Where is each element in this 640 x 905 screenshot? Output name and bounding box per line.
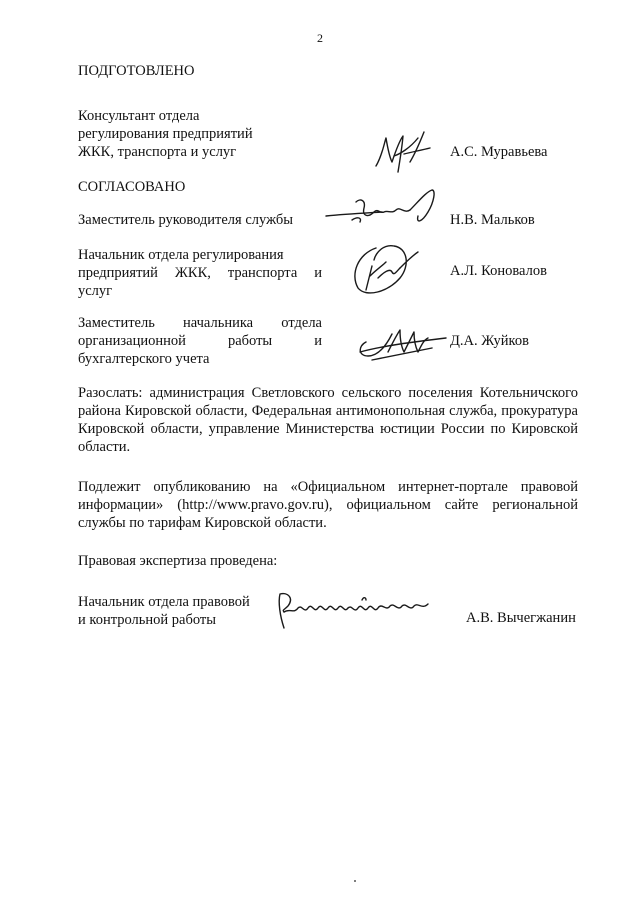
signature-vychegzhanin <box>266 588 442 634</box>
legal-review-statement: Правовая экспертиза проведена: <box>78 553 278 569</box>
agreed-heading: СОГЛАСОВАНО <box>78 179 186 195</box>
position-line: Заместитель начальника отдела <box>78 315 322 331</box>
signature-malkov <box>322 186 452 236</box>
signer-1-position <box>78 211 293 229</box>
signer-2-name: А.Л. Коновалов <box>450 263 547 279</box>
signer-3-position <box>78 314 322 368</box>
position-line: Заместитель руководителя службы <box>78 212 294 228</box>
scan-speck <box>354 880 356 882</box>
page-number: 2 <box>317 31 323 45</box>
distribution-paragraph: Разослать: администрация Светловского сельского поселения Котельничского района Кировской области, Федеральная антимонопольная служба, прокуратура Кировской области, управление Министерства юстиции России по Кировской области. <box>78 385 578 455</box>
position-line: Консультант отдела <box>78 108 200 124</box>
position-line: и контрольной работы <box>78 612 216 628</box>
signature-konovalov <box>346 238 426 300</box>
position-line: регулирования предприятий <box>78 126 253 142</box>
position-line: предприятий ЖКК, транспорта и <box>78 265 322 281</box>
position-line: бухгалтерского учета <box>78 351 210 367</box>
position-line: услуг <box>78 283 113 299</box>
signer-2-position <box>78 246 322 300</box>
signature-zhuykov <box>352 322 452 366</box>
position-line: ЖКК, транспорта и услуг <box>78 144 237 160</box>
position-line: Начальник отдела регулирования <box>78 247 284 263</box>
signature-muravyeva <box>370 126 450 182</box>
prepared-name: А.С. Муравьева <box>450 144 548 160</box>
publication-paragraph: Подлежит опубликованию на «Официальном интернет-портале правовой информации» (http://www.pravo.gov.ru), официальном сайте региональной службы по тарифам Кировской области. <box>78 479 578 531</box>
prepared-heading: ПОДГОТОВЛЕНО <box>78 63 195 79</box>
position-line: Начальник отдела правовой <box>78 594 250 610</box>
signer-1-name: Н.В. Мальков <box>450 212 535 228</box>
prepared-position <box>78 107 253 161</box>
position-line: организационной работы и <box>78 333 322 349</box>
legal-review-position <box>78 593 250 629</box>
legal-review-name: А.В. Вычегжанин <box>466 610 576 626</box>
signer-3-name: Д.А. Жуйков <box>450 333 529 349</box>
